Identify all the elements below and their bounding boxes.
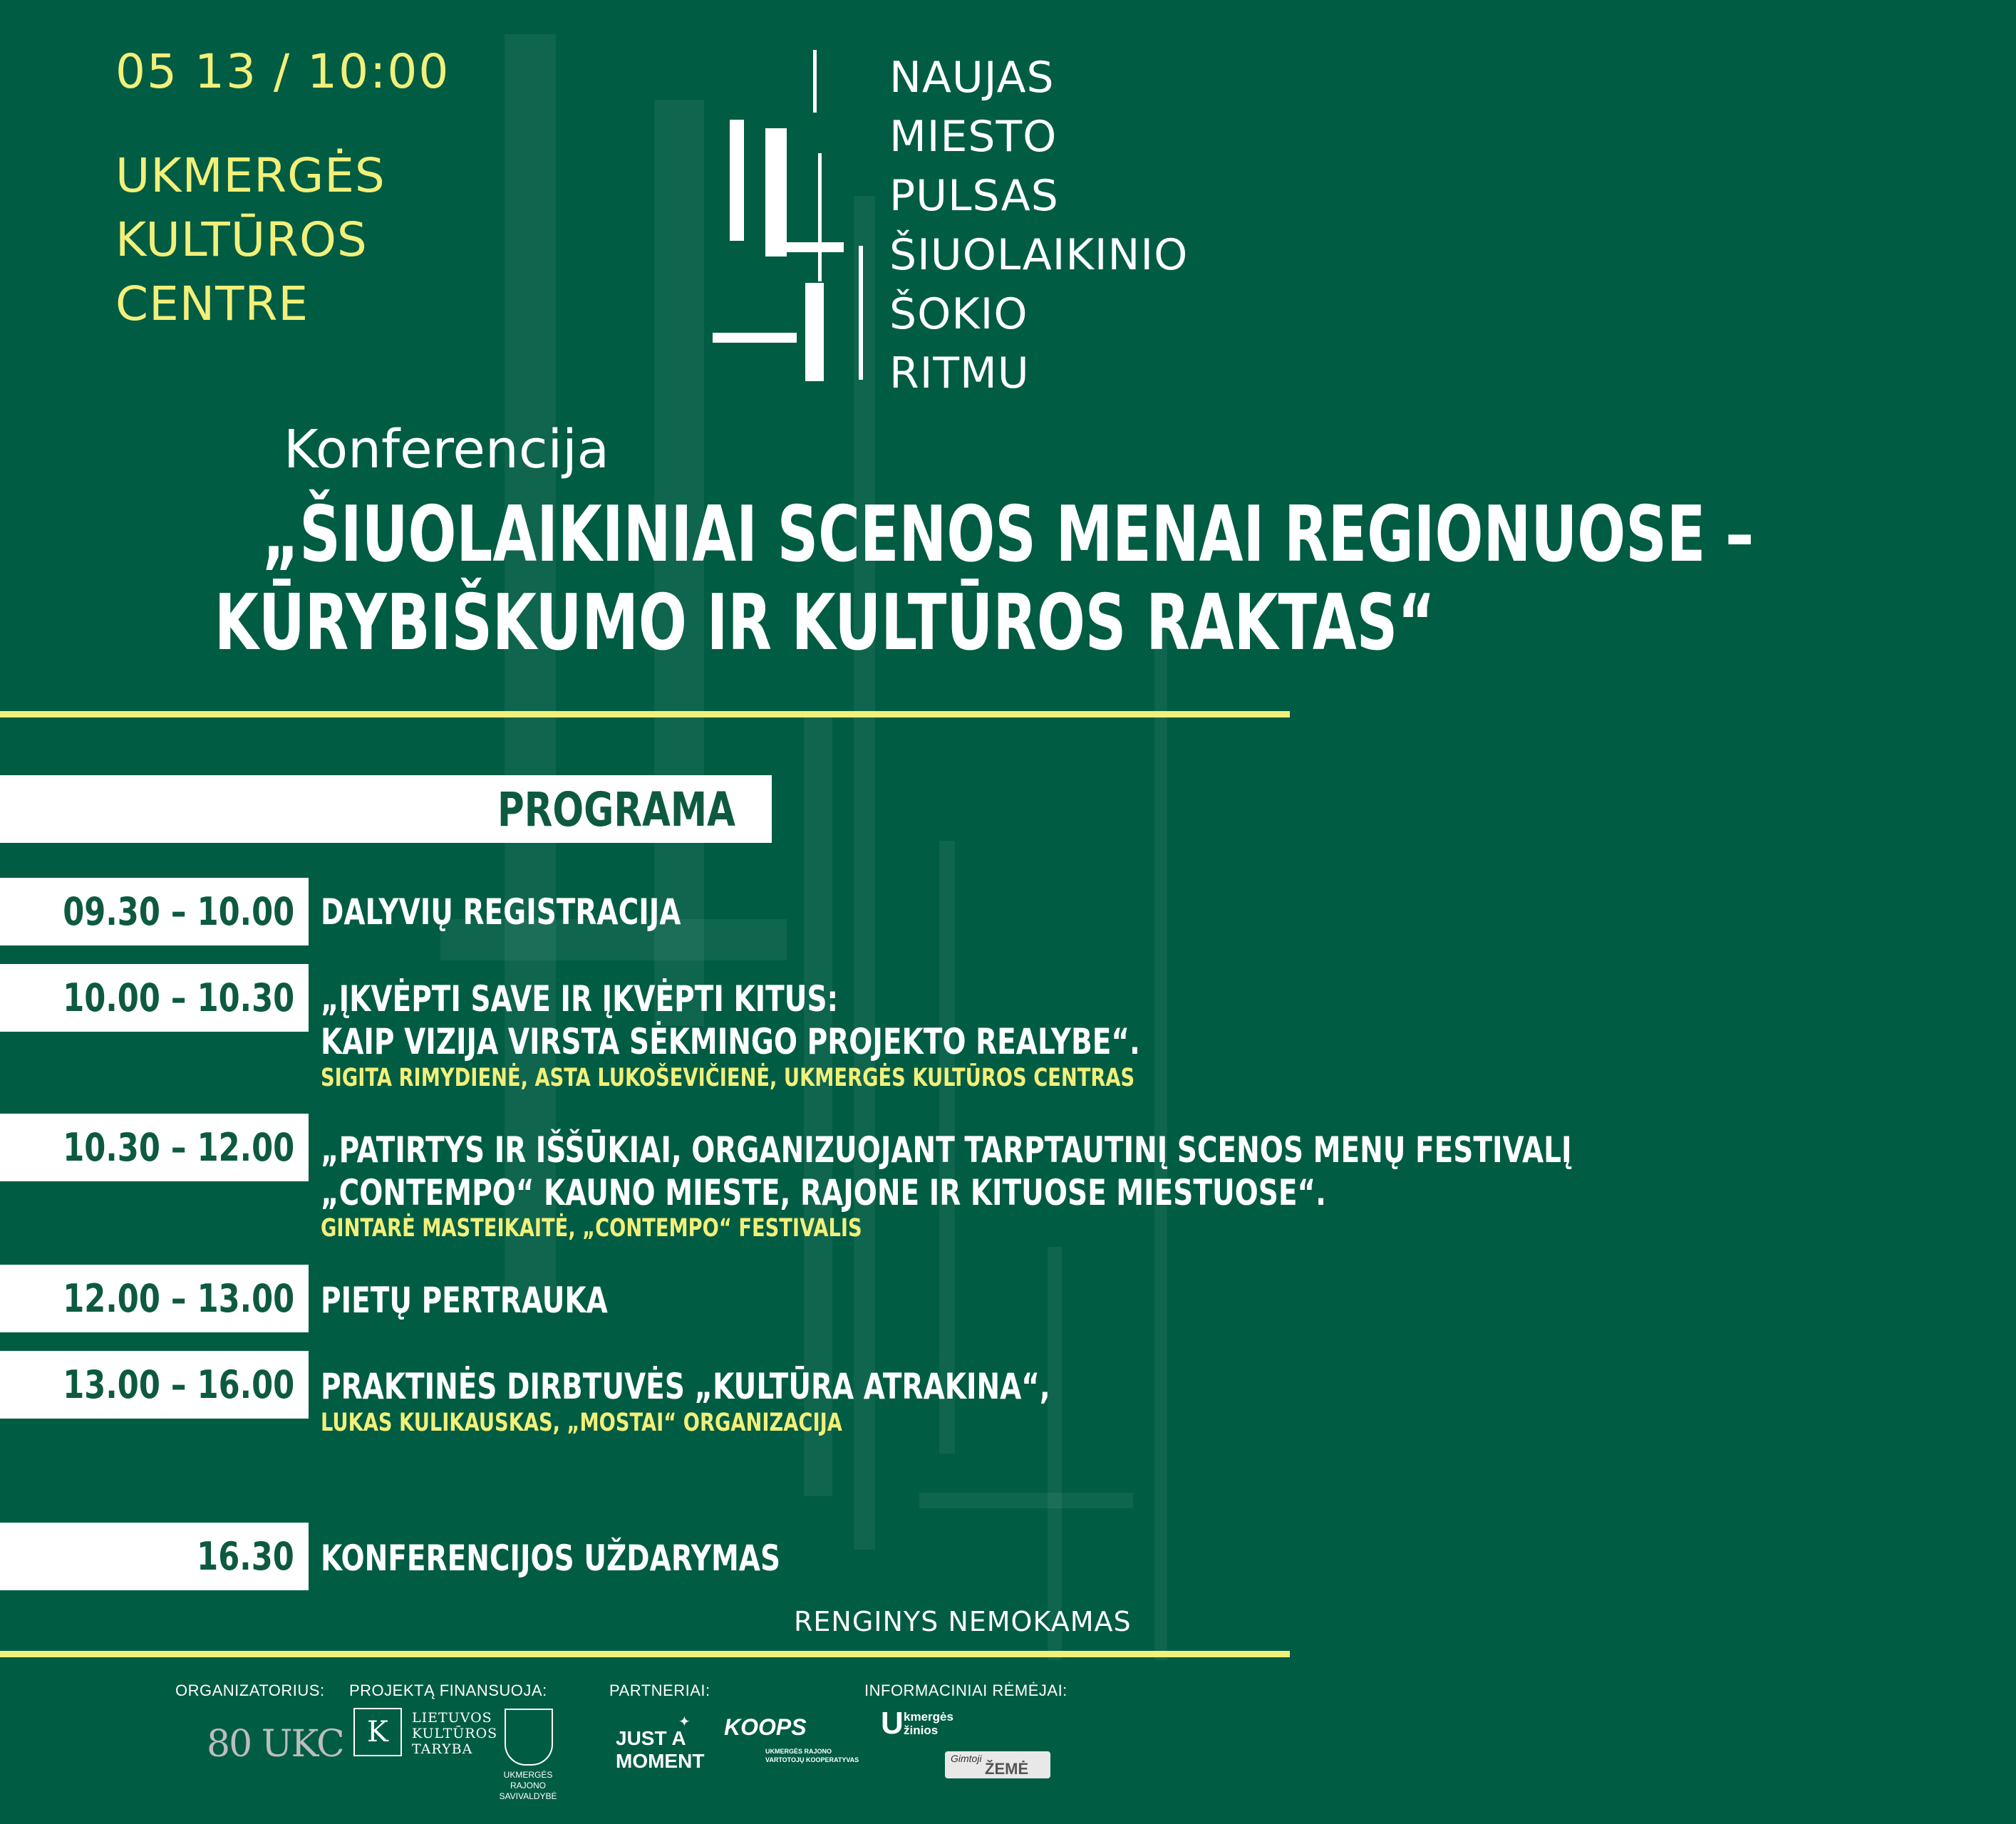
municipality-crest-icon [505,1709,553,1766]
logo-line: ŠIUOLAIKINIO [889,230,1189,280]
logo-text [889,48,1188,403]
ukmerges-zinios-logo [904,1710,953,1737]
lkt-logo-text [412,1710,497,1757]
time-label: 09.30 – 10.00 [63,889,294,934]
venue-line: UKMERGĖS [115,148,386,203]
koops-logo: KOOPS [724,1714,807,1740]
organizer-label: ORGANIZATORIUS: [175,1682,325,1699]
conference-title-line-2: KŪRYBIŠKUMO IR KULTŪROS RAKTAS“ [214,579,1435,668]
logo-line: NAUJAS [889,53,1055,103]
logo-line: PULSAS [889,171,1059,221]
time-label: 16.30 [197,1534,294,1579]
time-box [0,1523,309,1590]
koops-line: VARTOTOJŲ KOOPERATYVAS [765,1756,859,1763]
time-box [0,1114,309,1181]
ukc-80-logo: 80 UKC [207,1723,343,1766]
venue-line: KULTŪROS [115,212,368,267]
time-label: 13.00 – 16.00 [63,1362,294,1407]
koops-line: UKMERGĖS RAJONO [765,1748,832,1755]
item-speaker: GINTARĖ MASTEIKAITĖ, „CONTEMPO“ FESTIVALIS [321,1214,862,1243]
lkt-line: TARYBA [412,1741,473,1757]
time-box [0,878,309,945]
item-title: „CONTEMPO“ KAUNO MIESTE, RAJONE IR KITUOSE MIESTUOSE“. [321,1172,1326,1213]
just-a-moment-logo [616,1727,704,1773]
logo-line: MIESTO [889,112,1058,162]
gimtoji-text: Gimtoji [951,1753,982,1764]
item-title: „PATIRTYS IR IŠŠŪKIAI, ORGANIZUOJANT TARPTAUTINĮ SCENOS MENŲ FESTIVALĮ [321,1129,1572,1171]
item-title: DALYVIŲ REGISTRACIJA [321,891,681,933]
divider-line [0,1651,1290,1657]
jam-line: MOMENT [616,1750,705,1772]
ukmerges-zinios-logo-mark: U [881,1706,904,1741]
free-entry-note: RENGINYS NEMOKAMAS [794,1606,1132,1637]
time-label: 10.30 – 12.00 [63,1125,294,1170]
time-box [0,1351,309,1419]
time-box [0,964,309,1032]
funder-label: PROJEKTĄ FINANSUOJA: [349,1682,547,1699]
gimtoji-zeme-logo [945,1751,1050,1778]
partners-label: PARTNERIAI: [609,1682,710,1699]
background-shape [854,196,875,1550]
media-sponsors-label: INFORMACINIAI RĖMĖJAI: [864,1682,1068,1699]
municipality-line: RAJONO [510,1781,546,1791]
program-heading: PROGRAMA [497,782,735,837]
event-venue [115,144,386,336]
venue-line: CENTRE [115,276,309,331]
time-label: 12.00 – 13.00 [63,1276,294,1321]
lkt-line: KULTŪROS [412,1726,498,1741]
lkt-logo-mark: K [353,1708,402,1756]
item-title: „ĮKVĖPTI SAVE IR ĮKVĖPTI KITUS: [321,978,839,1020]
koops-subtitle [765,1747,859,1764]
jam-line: JUST A [616,1727,686,1749]
background-shape [1048,1247,1062,1660]
item-title: PIETŲ PERTRAUKA [321,1280,608,1321]
municipality-line: SAVIVALDYBĖ [499,1791,557,1801]
lkt-line: LIETUVOS [412,1710,492,1726]
logo-line: ŠOKIO [889,289,1028,339]
background-shape [505,34,556,1302]
item-title: KAIP VIZIJA VIRSTA SĖKMINGO PROJEKTO REALYBE“. [321,1021,1140,1062]
logo-line: RITMU [889,348,1030,398]
event-date-time: 05 13 / 10:00 [115,44,450,99]
item-speaker: SIGITA RIMYDIENĖ, ASTA LUKOŠEVIČIENĖ, UKMERGĖS KULTŪROS CENTRAS [321,1064,1135,1092]
conference-title-line-1: „ŠIUOLAIKINIAI SCENOS MENAI REGIONUOSE – [262,490,1754,579]
time-label: 10.00 – 10.30 [63,975,294,1020]
uz-line: žinios [904,1724,939,1737]
divider-line [0,711,1290,717]
item-title: PRAKTINĖS DIRBTUVĖS „KULTŪRA ATRAKINA“, [321,1366,1050,1407]
municipality-logo-text [496,1770,560,1802]
conference-label: Konferencija [284,419,609,480]
uz-line: kmergės [904,1710,953,1724]
municipality-line: UKMERGĖS [503,1770,553,1780]
item-speaker: LUKAS KULIKAUSKAS, „MOSTAI“ ORGANIZACIJA [321,1409,842,1437]
item-title: KONFERENCIJOS UŽDARYMAS [321,1538,781,1579]
time-box [0,1265,309,1332]
background-shape [919,1493,1133,1508]
zeme-text: ŽEMĖ [985,1760,1029,1778]
bird-icon: ✦ [678,1714,691,1730]
